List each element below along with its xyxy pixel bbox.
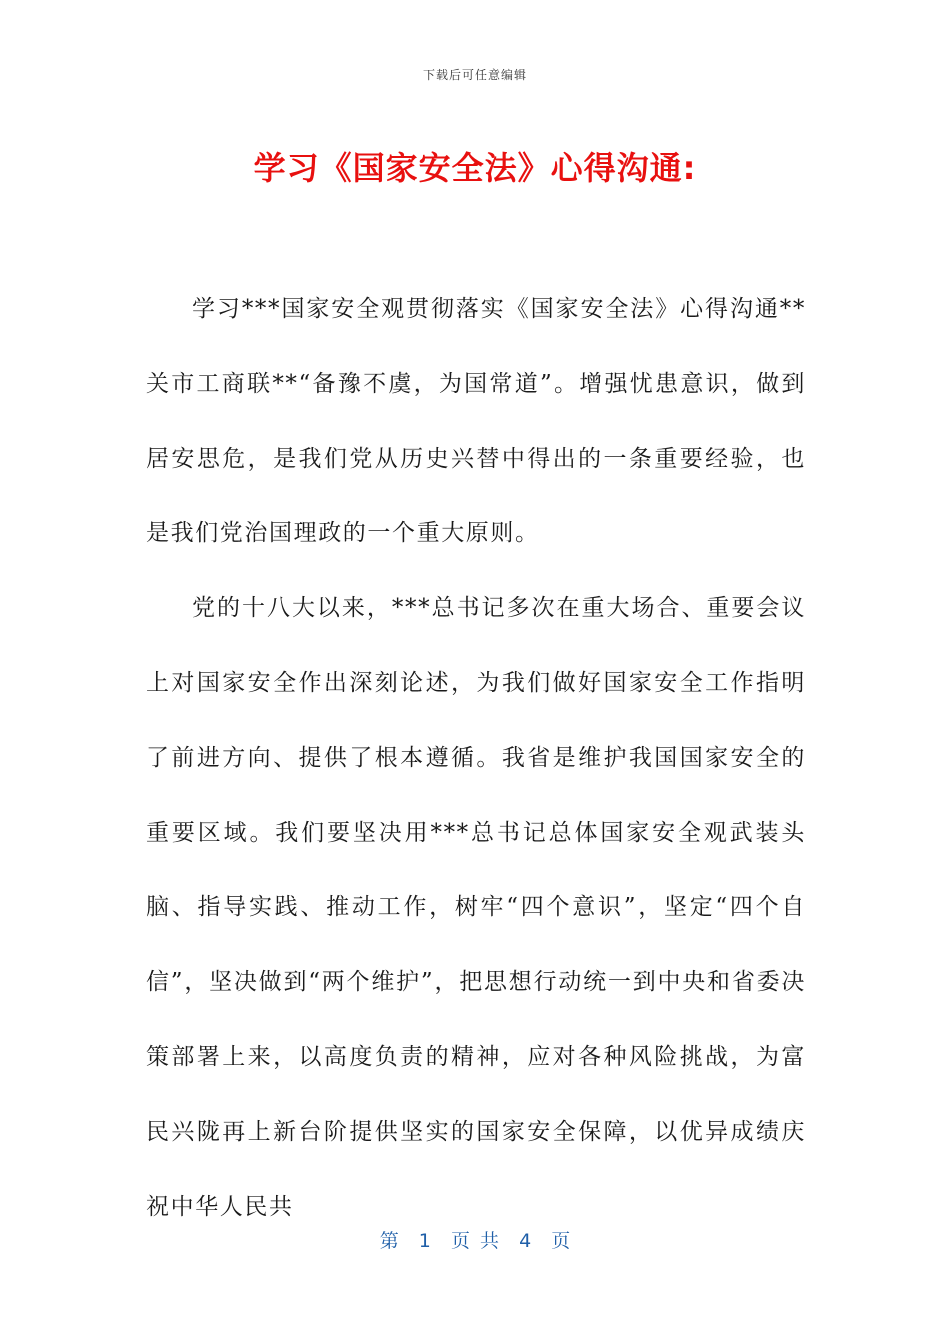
document-title: 学习《国家安全法》心得沟通: (253, 149, 697, 187)
header-note: 下载后可任意编辑 (422, 68, 527, 82)
body-paragraph: 学习***国家安全观贯彻落实《国家安全法》心得沟通**关市工商联**“备豫不虞，为国常道”。增强忧患意识，做到居安思危，是我们党从历史兴替中得出的一条重要经验，也是我们党治国理政的一个重大原则。 (146, 296, 806, 547)
body-paragraph: 党的十八大以来，***总书记多次在重大场合、重要会议上对国家安全作出深刻论述，为我们做好国家安全工作指明了前进方向、提供了根本遵循。我省是维护我国国家安全的重要区域。我们要坚决用***总书记总体国家安全观武装头脑、指导实践、推动工作，树牢“四个意识”，坚定“四个自信”，坚决做到“两个维护”，把思想行动统一到中央和省委决策部署上来，以高度负责的精神，应对各种风险挑战，为富民兴陇再上新台阶提供坚实的国家安全保障，以优异成绩庆祝中华人民共 (146, 595, 806, 1220)
page-footer (0, 1226, 950, 1253)
document-body (146, 272, 806, 1244)
page-number-label: 第 1 页 共 4 页 (379, 1230, 571, 1252)
